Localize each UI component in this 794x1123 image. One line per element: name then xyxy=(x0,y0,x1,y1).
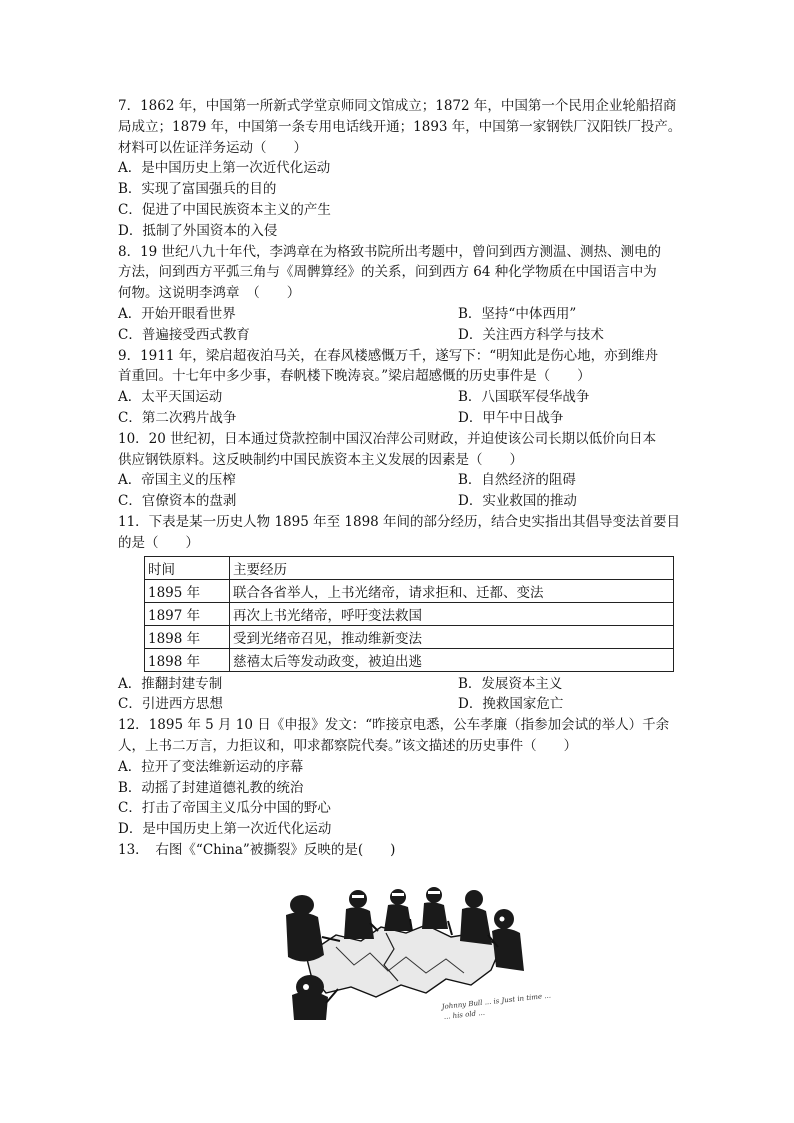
question-text-line: 的是（ ） xyxy=(118,534,199,551)
option-a[interactable]: A．太平天国运动 xyxy=(118,389,223,406)
options-row xyxy=(118,491,680,512)
table-cell-event: 再次上书光绪帝，呼吁变法救国 xyxy=(230,602,674,625)
question-10 xyxy=(118,429,680,512)
option-a[interactable]: A．是中国历史上第一次近代化运动 xyxy=(118,160,331,177)
option-c[interactable]: C．促进了中国民族资本主义的产生 xyxy=(118,201,331,218)
options-row xyxy=(118,694,680,715)
option-b[interactable]: B．八国联军侵华战争 xyxy=(458,389,590,406)
table-header-cell: 主要经历 xyxy=(230,556,674,579)
table-cell-year: 1895 年 xyxy=(145,579,230,602)
question-text-line: 方法，问到西方平弧三角与《周髀算经》的关系，问到西方 64 种化学物质在中国语言中为 xyxy=(118,264,657,281)
table-cell-event: 受到光绪帝召见，推动维新变法 xyxy=(230,625,674,648)
option-d[interactable]: D．实业救国的推动 xyxy=(458,493,577,510)
table-cell-year: 1898 年 xyxy=(145,625,230,648)
table-header-cell: 时间 xyxy=(145,556,230,579)
option-d[interactable]: D．抵制了外国资本的入侵 xyxy=(118,222,278,239)
option-d[interactable]: D．挽救国家危亡 xyxy=(458,696,564,713)
question-text-line: 7．1862 年，中国第一所新式学堂京师同文馆成立；1872 年，中国第一个民用企业轮船招商 xyxy=(118,98,677,114)
question-text-line: 8．19 世纪八九十年代，李鸿章在为格致书院所出考题中，曾问到西方测温、测热、测电的 xyxy=(118,243,662,260)
options-row xyxy=(118,387,680,408)
option-a[interactable]: A．推翻封建专制 xyxy=(118,675,223,692)
question-8 xyxy=(118,242,680,346)
table-row xyxy=(145,648,674,671)
question-text-line: 13． 右图《“China”被撕裂》反映的是( ) xyxy=(118,841,396,858)
option-b[interactable]: B．坚持“中体西用” xyxy=(458,305,577,322)
option-b[interactable]: B．实现了富国强兵的目的 xyxy=(118,181,277,198)
table-row xyxy=(145,625,674,648)
question-text-line: 局成立；1879 年，中国第一条专用电话线开通；1893 年，中国第一家钢铁厂汉阳铁厂投产。 xyxy=(118,118,682,135)
options-row xyxy=(118,325,680,346)
option-c[interactable]: C．普遍接受西式教育 xyxy=(118,326,250,343)
svg-text:... his old ...: ... his old ... xyxy=(443,1008,486,1021)
cartoon-china-torn-image xyxy=(266,875,552,1025)
question-text-line: 材料可以佐证洋务运动（ ） xyxy=(118,139,307,156)
question-text-line: 12．1895 年 5 月 10 日《申报》发文：“昨接京电悉，公车孝廉（指参加会试的举人）千余 xyxy=(118,717,670,734)
question-text-line: 9．1911 年，梁启超夜泊马关，在春风楼感慨万千，遂写下：“明知此是伤心地，亦到维舟 xyxy=(118,347,659,364)
table-cell-year: 1898 年 xyxy=(145,648,230,671)
options-row xyxy=(118,470,680,491)
option-a[interactable]: A．帝国主义的压榨 xyxy=(118,472,236,489)
question-11 xyxy=(118,512,680,715)
table-cell-year: 1897 年 xyxy=(145,602,230,625)
table-row xyxy=(145,579,674,602)
option-c[interactable]: C．打击了帝国主义瓜分中国的野心 xyxy=(118,800,331,817)
option-d[interactable]: D．是中国历史上第一次近代化运动 xyxy=(118,821,332,838)
table-cell-event: 联合各省举人，上书光绪帝，请求拒和、迁都、变法 xyxy=(230,579,674,602)
history-table xyxy=(144,556,674,672)
table-cell-event: 慈禧太后等发动政变，被迫出逃 xyxy=(230,648,674,671)
option-b[interactable]: B．发展资本主义 xyxy=(458,675,563,692)
exam-page xyxy=(118,96,680,1025)
question-text-line: 人，上书二万言，力拒议和，叩求都察院代奏。”该文描述的历史事件（ ） xyxy=(118,737,578,754)
question-text-line: 供应钢铁原料。这反映制约中国民族资本主义发展的因素是（ ） xyxy=(118,451,523,468)
svg-text:Johnny Bull ... is Just in tim: Johnny Bull ... is Just in time ... xyxy=(441,991,552,1011)
option-d[interactable]: D．关注西方科学与技术 xyxy=(458,326,604,343)
question-text-line: 10．20 世纪初，日本通过贷款控制中国汉冶萍公司财政，并迫使该公司长期以低价向日本 xyxy=(118,430,657,447)
table-row xyxy=(145,602,674,625)
question-7 xyxy=(118,96,680,242)
options-row xyxy=(118,674,680,695)
option-b[interactable]: B．动摇了封建道德礼教的统治 xyxy=(118,779,304,796)
question-text-line: 何物。这说明李鸿章 （ ） xyxy=(118,285,301,302)
option-a[interactable]: A．开始开眼看世界 xyxy=(118,305,236,322)
question-text-line: 首重回。十七年中多少事，春帆楼下晚涛哀。”梁启超感慨的历史事件是（ ） xyxy=(118,368,591,385)
question-9 xyxy=(118,346,680,429)
option-c[interactable]: C．第二次鸦片战争 xyxy=(118,409,237,426)
option-b[interactable]: B．自然经济的阻碍 xyxy=(458,472,576,489)
question-text-line: 11．下表是某一历史人物 1895 年至 1898 年间的部分经历，结合史实指出其倡导变法首要目 xyxy=(118,513,681,530)
option-d[interactable]: D．甲午中日战争 xyxy=(458,409,564,426)
table-header-row xyxy=(145,556,674,579)
options-row xyxy=(118,304,680,325)
question-13 xyxy=(118,840,680,1025)
options-row xyxy=(118,408,680,429)
option-c[interactable]: C．引进西方思想 xyxy=(118,696,223,713)
option-a[interactable]: A．拉开了变法维新运动的序幕 xyxy=(118,758,304,775)
question-12 xyxy=(118,715,680,840)
option-c[interactable]: C．官僚资本的盘剥 xyxy=(118,493,237,510)
